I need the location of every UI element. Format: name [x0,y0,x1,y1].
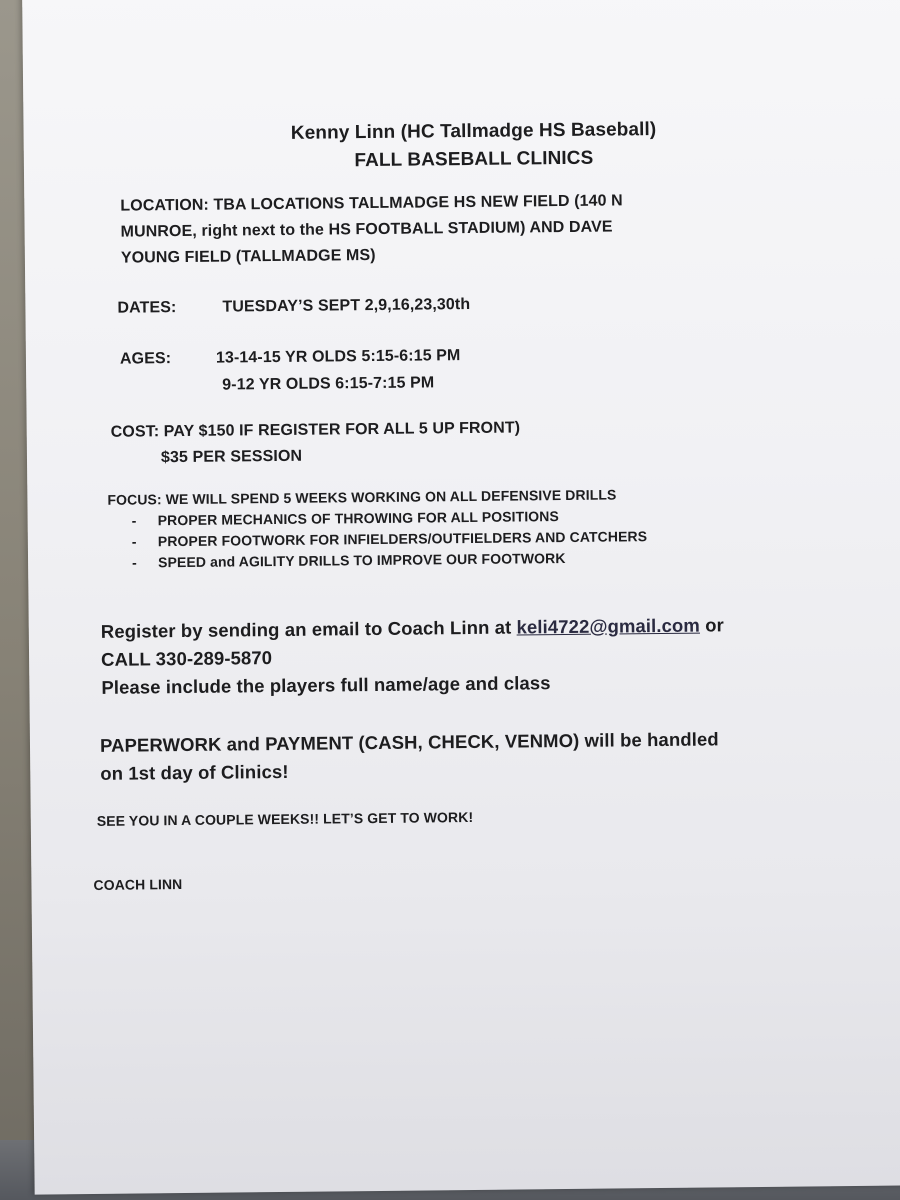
header-subtitle: FALL BASEBALL CLINICS [354,147,594,172]
register-instructions: Please include the players full name/age and class [101,672,551,698]
focus-item-label: PROPER MECHANICS OF THROWING FOR ALL POSITIONS [157,508,559,529]
bullet-dash: - [131,512,137,529]
flyer-sheet [22,0,900,1195]
bullet-dash: - [131,554,137,571]
register-suffix: or [699,614,724,636]
ages-label: AGES: [119,350,172,368]
focus-item [132,528,647,549]
register-phone: CALL 330-289-5870 [100,647,273,670]
email-link[interactable]: keli4722@gmail.com [516,614,701,638]
focus-item-label: SPEED and AGILITY DRILLS TO IMPROVE OUR FOOTWORK [157,550,566,571]
location-line-2: MUNROE, right next to the HS FOOTBALL STADIUM) AND DAVE [120,218,613,241]
paperwork-line-1: PAPERWORK and PAYMENT (CASH, CHECK, VENMO) will be handled [99,728,719,756]
focus-item-label: PROPER FOOTWORK FOR INFIELDERS/OUTFIELDERS AND CATCHERS [157,528,648,550]
location-line-3: YOUNG FIELD (TALLMADGE MS) [120,246,376,267]
location-line-1: LOCATION: TBA LOCATIONS TALLMADGE HS NEW FIELD (140 N [120,192,623,215]
signature: COACH LINN [93,876,183,893]
dates-value: TUESDAY’S SEPT 2,9,16,23,30th [222,295,471,316]
focus-item [132,508,559,528]
cost-line-1: COST: PAY $150 IF REGISTER FOR ALL 5 UP FRONT) [110,419,521,441]
header-title: Kenny Linn (HC Tallmadge HS Baseball) [290,119,657,144]
register-prefix: Register by sending an email to Coach Linn at [100,616,517,642]
paperwork-line-2: on 1st day of Clinics! [100,760,289,784]
cost-line-2: $35 PER SESSION [160,447,303,467]
closing-line: SEE YOU IN A COUPLE WEEKS!! LET’S GET TO WORK! [96,808,474,829]
ages-group-2: 9-12 YR OLDS 6:15-7:15 PM [222,374,435,394]
ages-group-1: 13-14-15 YR OLDS 5:15-6:15 PM [215,347,461,367]
focus-item [132,550,566,571]
focus-intro: FOCUS: WE WILL SPEND 5 WEEKS WORKING ON ALL DEFENSIVE DRILLS [107,486,617,508]
register-line-1 [101,614,724,643]
bullet-dash: - [131,533,137,550]
dates-label: DATES: [117,299,177,317]
